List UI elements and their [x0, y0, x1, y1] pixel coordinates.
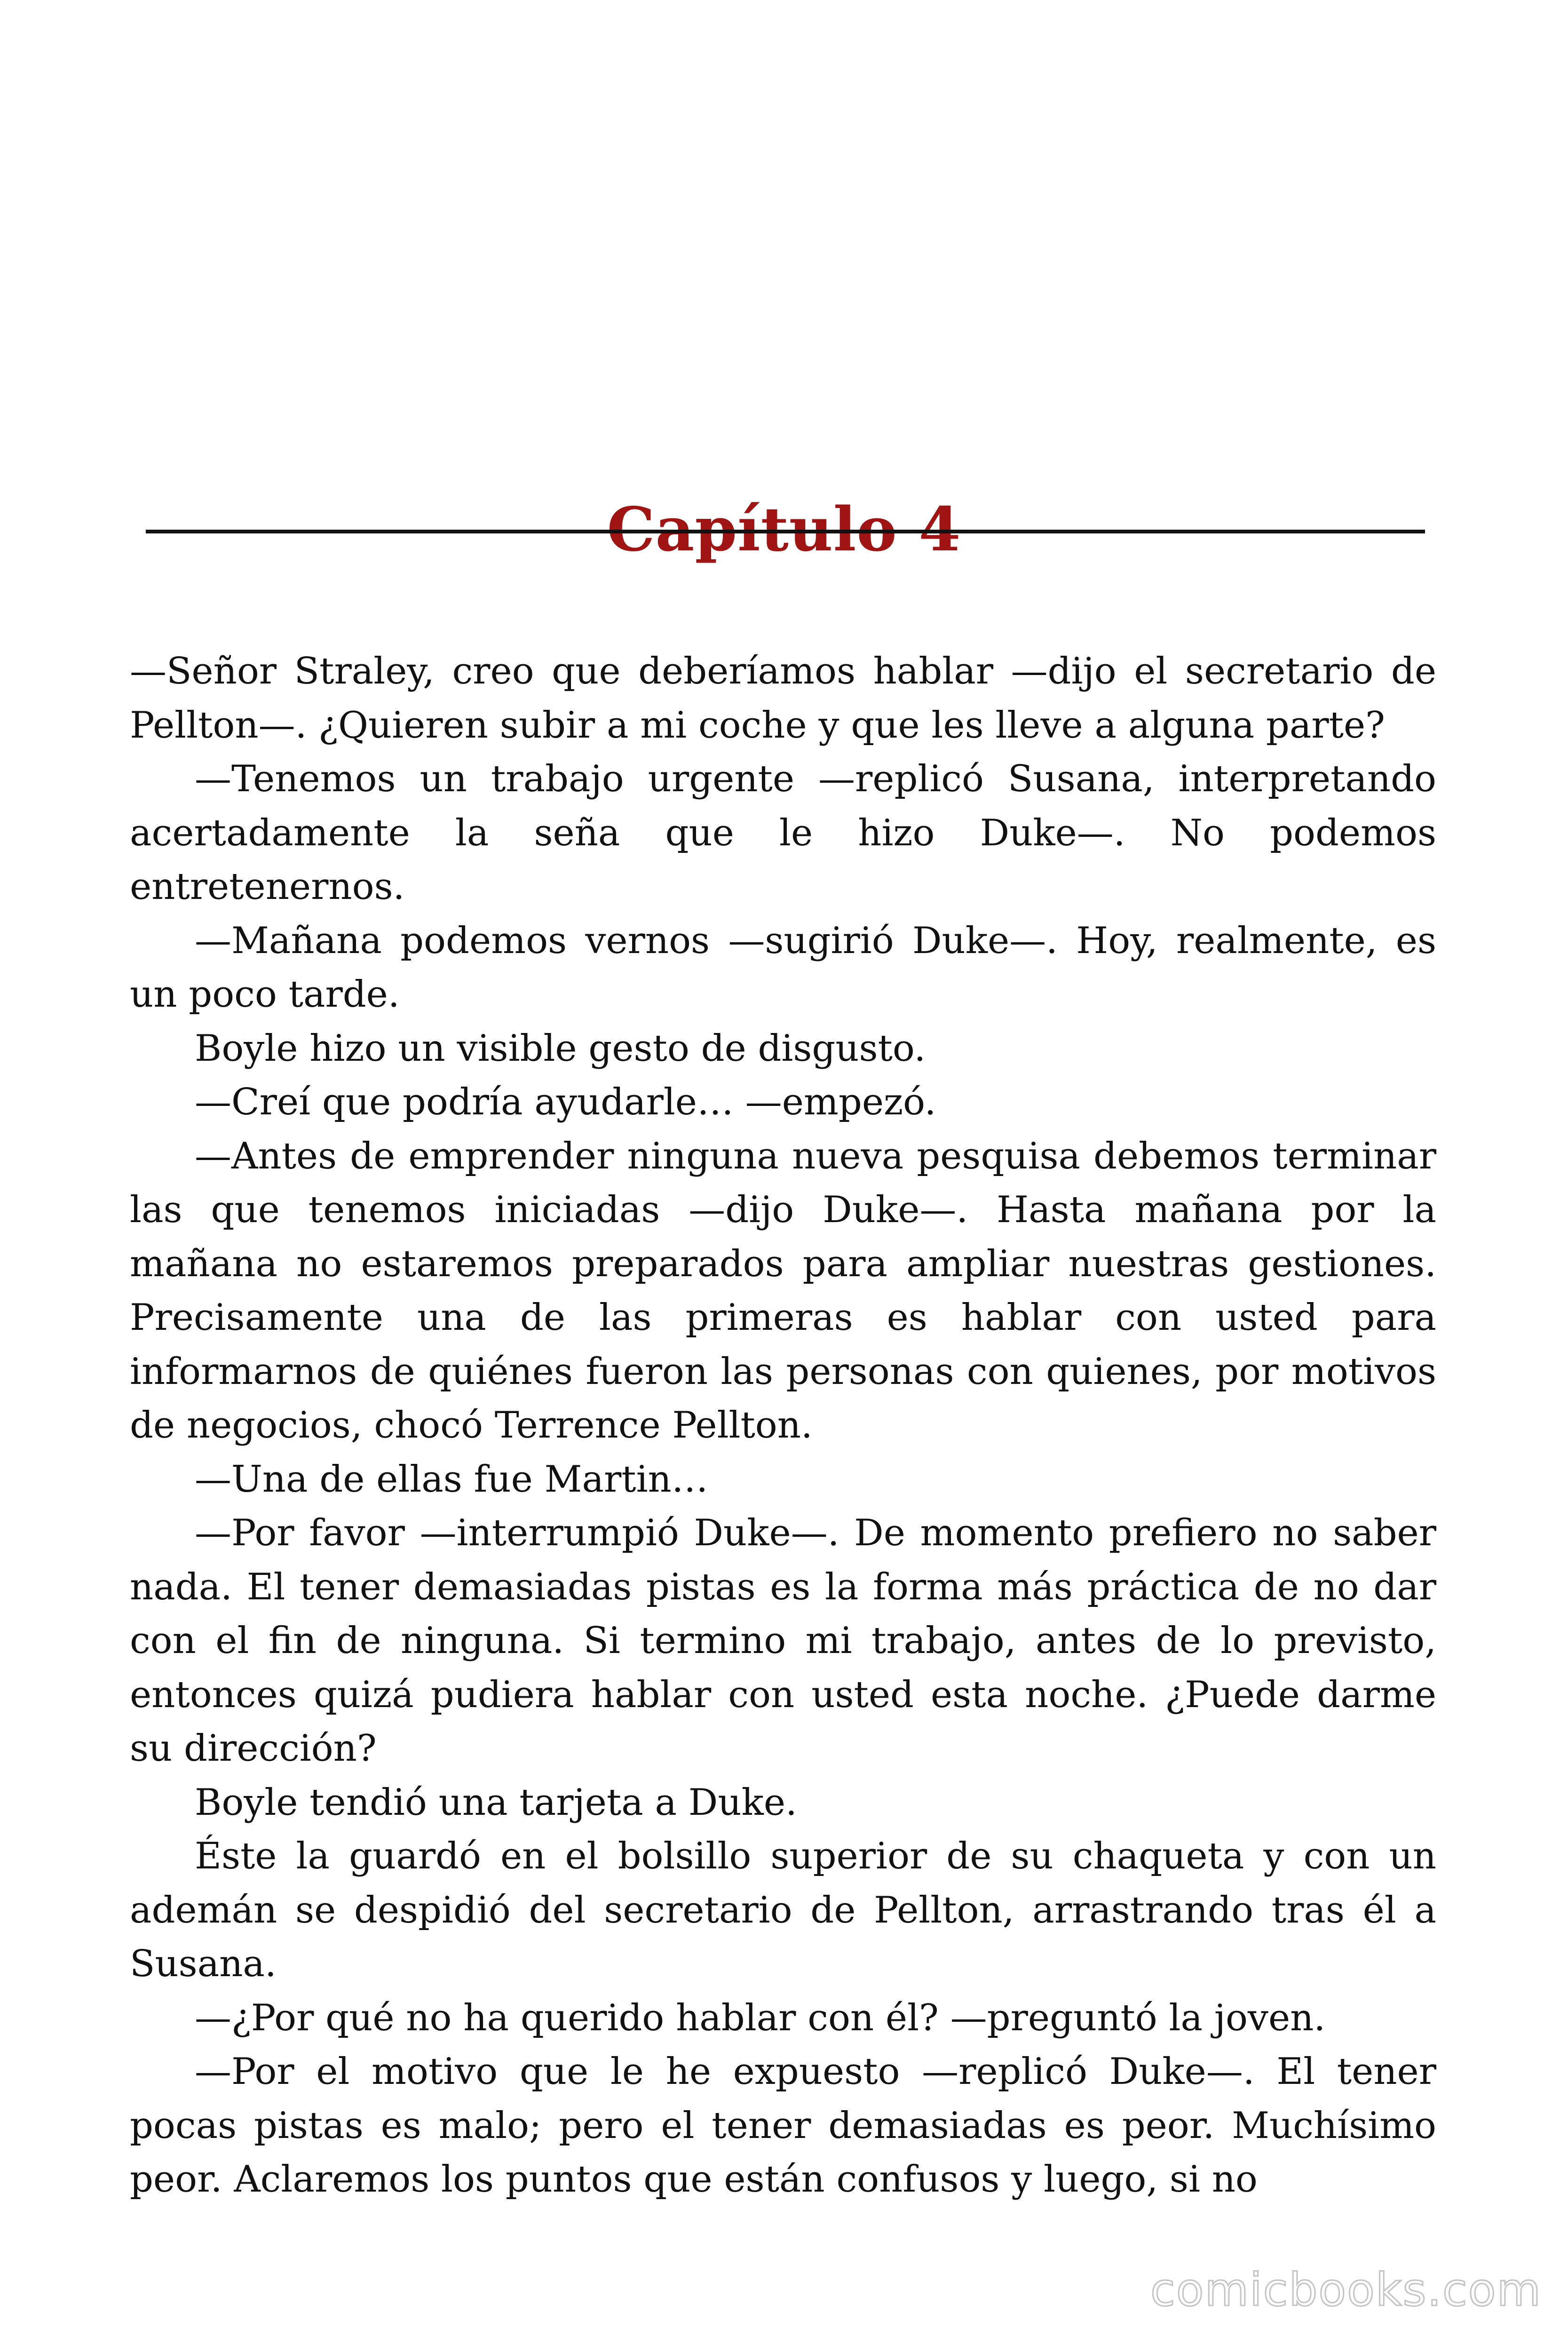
- chapter-title-underline: [146, 530, 1425, 533]
- paragraph: —Antes de emprender ninguna nueva pesquisa debemos terminar las que tenemos iniciadas —dijo Duke—. Hasta mañana por la mañana no estaremos preparados para ampliar nuestras gestiones. Precisamente una de las primeras es hablar con usted para informarnos de quiénes fueron las personas con quienes, por motivos de negocios, chocó Terrence Pellton.: [130, 1135, 1436, 1446]
- chapter-body: [130, 644, 1436, 2207]
- paragraph: Boyle tendió una tarjeta a Duke.: [195, 1781, 797, 1824]
- paragraph: —Creí que podría ayudarle… —empezó.: [195, 1081, 936, 1123]
- paragraph: —Tenemos un trabajo urgente —replicó Susana, interpretando acertadamente la seña que le hizo Duke—. No podemos entretenernos.: [130, 758, 1436, 908]
- paragraph: Éste la guardó en el bolsillo superior de su chaqueta y con un ademán se despidió del secretario de Pellton, arrastrando tras él a Susana.: [130, 1835, 1436, 1985]
- paragraph: —Señor Straley, creo que deberíamos hablar —dijo el secretario de Pellton—. ¿Quieren subir a mi coche y que les lleve a alguna parte?: [130, 650, 1436, 747]
- chapter-title: Capítulo 4: [607, 494, 961, 565]
- paragraph: —Por el motivo que le he expuesto —replicó Duke—. El tener pocas pistas es malo; pero el tener demasiadas es peor. Muchísimo peor. Aclaremos los puntos que están confusos y luego, si no: [130, 2050, 1436, 2201]
- paragraph: —Mañana podemos vernos —sugirió Duke—. Hoy, realmente, es un poco tarde.: [130, 919, 1436, 1016]
- paragraph: Boyle hizo un visible gesto de disgusto.: [195, 1027, 926, 1070]
- paragraph: —Por favor —interrumpió Duke—. De momento prefiero no saber nada. El tener demasiadas pistas es la forma más práctica de no dar con el fin de ninguna. Si termino mi trabajo, antes de lo previsto, entonces quizá pudiera hablar con usted esta noche. ¿Puede darme su dirección?: [130, 1512, 1436, 1770]
- paragraph: —Una de ellas fue Martin…: [195, 1458, 708, 1501]
- paragraph: —¿Por qué no ha querido hablar con él? —preguntó la joven.: [195, 1996, 1326, 2039]
- site-watermark: comicbooks.com: [1150, 2264, 1542, 2316]
